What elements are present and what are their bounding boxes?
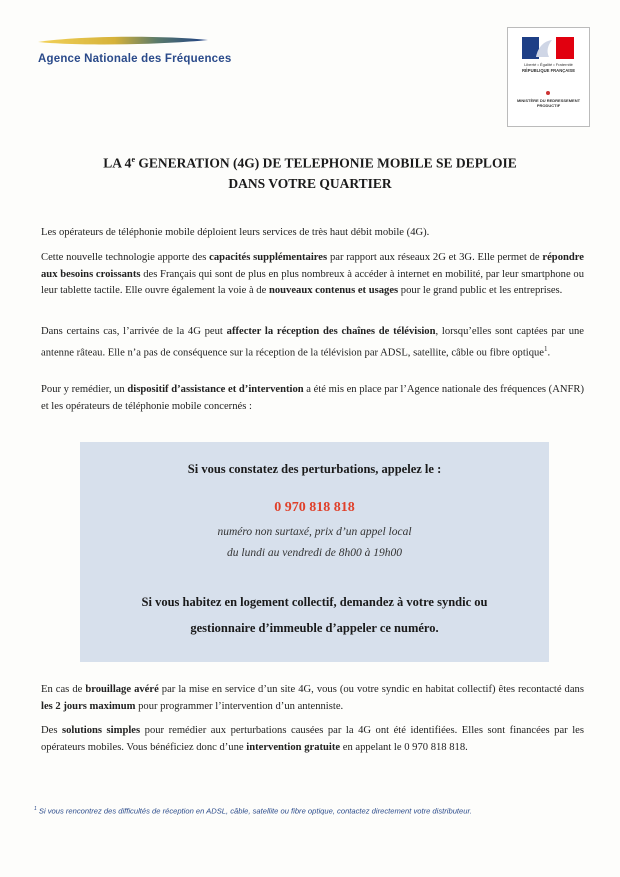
after-paragraph-1: En cas de brouillage avéré par la mise en service d’un site 4G, vous (ou votre syndic en habitat collectif) êtes recontacté dans les 2 jours maximum pour programmer l’intervention d’un antenniste. bbox=[41, 684, 584, 712]
callout-collective-line1: Si vous habitez en logement collectif, demandez à votre syndic ou bbox=[141, 595, 488, 609]
anfr-swoosh-icon bbox=[38, 35, 208, 47]
republique-francaise-logo bbox=[507, 27, 590, 127]
rf-motto: Liberté • Égalité • Fraternité bbox=[524, 62, 573, 67]
callout-collective-line2: gestionnaire d’immeuble d’appeler ce numéro. bbox=[190, 621, 439, 635]
anfr-logo bbox=[38, 35, 238, 75]
hotline-callout bbox=[80, 442, 549, 662]
callout-note-hours: du lundi au vendredi de 8h00 à 19h00 bbox=[227, 547, 402, 559]
agency-name: Agence Nationale des Fréquences bbox=[38, 53, 232, 65]
page-title: LA 4e GENERATION (4G) DE TELEPHONIE MOBILE SE DEPLOIE DANS VOTRE QUARTIER bbox=[103, 155, 517, 191]
marianne-flag-icon bbox=[522, 37, 574, 59]
intro-paragraph-4: Pour y remédier, un dispositif d’assistance et d’intervention a été mis en place par l’Agence nationale des fréquences (ANFR) et les opérateurs de téléphonie mobile concernés : bbox=[41, 384, 584, 412]
after-paragraph-2: Des solutions simples pour remédier aux perturbations causées par la 4G ont été identifiées. Elles sont financées par les opérateurs mobiles. Vous bénéficiez donc d’une intervention gratuite en appelant le 0 970 818 818. bbox=[41, 725, 584, 753]
callout-note-price: numéro non surtaxé, prix d’un appel local bbox=[217, 526, 412, 538]
rf-name: RÉPUBLIQUE FRANÇAISE bbox=[521, 68, 576, 73]
intro-paragraph-3: Dans certains cas, l’arrivée de la 4G peut affecter la réception des chaînes de télévision, lorsqu’elles sont captées par une antenne râteau. Elle n’a pas de conséquence sur la réception de la télévision par ADSL, satellite, câble ou fibre optique$^1$. bbox=[41, 326, 584, 359]
intro-paragraph-1: Les opérateurs de téléphonie mobile déploient leurs services de très haut débit mobile (4G). bbox=[41, 227, 430, 238]
intro-paragraph-2: Cette nouvelle technologie apporte des capacités supplémentaires par rapport aux réseaux 2G et 3G. Elle permet de répondre aux besoins croissants des Français qui sont de plus en plus nombreux à accéder à internet en mobilité, par leur smartphone ou leur tablette tactile. Elle ouvre également la voie à de nouveaux contenus et usages pour le grand public et les entreprises. bbox=[41, 252, 584, 296]
hotline-phone-number[interactable]: 0 970 818 818 bbox=[274, 500, 355, 515]
rf-ministry: MINISTÈRE DU REDRESSEMENT PRODUCTIF bbox=[516, 98, 581, 108]
callout-heading: Si vous constatez des perturbations, appelez le : bbox=[187, 462, 442, 476]
rf-separator-dot bbox=[546, 91, 550, 95]
footnote: $^1$ Si vous rencontrez des difficultés de réception en ADSL, câble, satellite ou fibre optique, contactez directement votre distributeur. bbox=[34, 806, 472, 816]
